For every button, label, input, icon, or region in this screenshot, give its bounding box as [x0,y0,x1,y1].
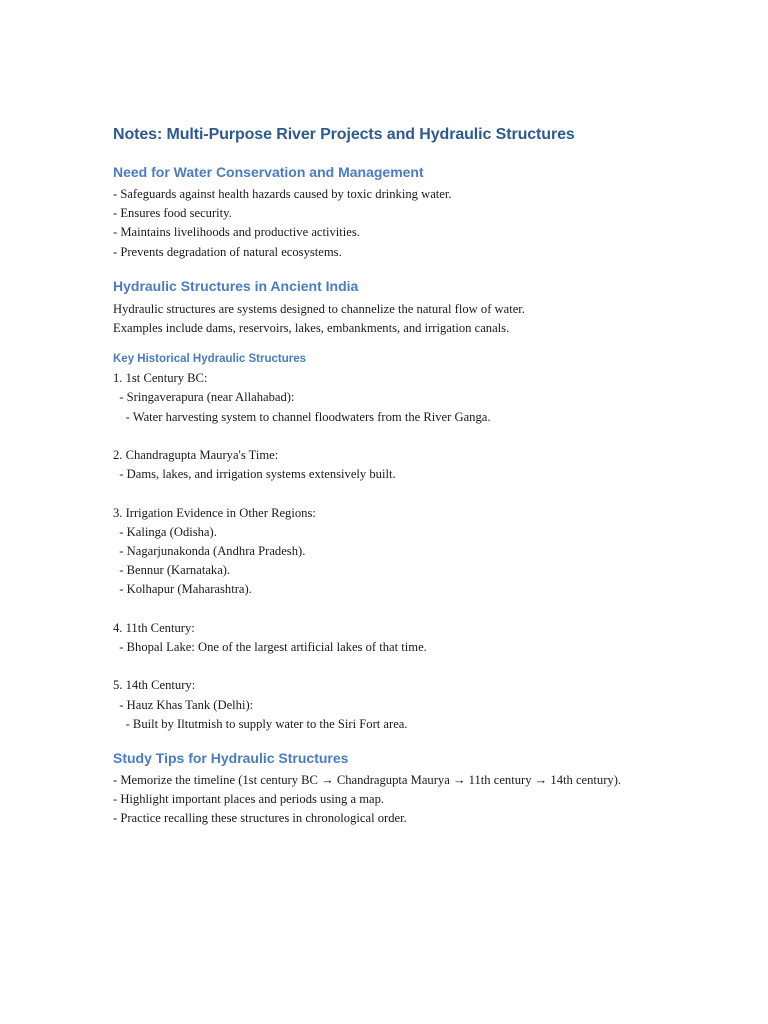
entry-heading: 4. 11th Century: [113,620,195,635]
entry-line: - Water harvesting system to channel floodwaters from the River Ganga. [113,409,491,424]
entry-heading: 3. Irrigation Evidence in Other Regions: [113,505,316,520]
section-heading-need: Need for Water Conservation and Management [113,164,424,180]
ancient-intro [113,300,653,338]
section-heading-tips: Study Tips for Hydraulic Structures [113,750,349,767]
need-item: - Ensures food security. [113,206,232,221]
spacer [113,427,653,446]
entry-line: - Hauz Khas Tank (Delhi): [113,697,254,712]
subheading-key-structures: Key Historical Hydraulic Structures [113,353,307,366]
entry-line: - Dams, lakes, and irrigation systems extensively built. [113,467,396,482]
spacer [113,484,653,503]
need-item: - Maintains livelihoods and productive activities. [113,225,360,240]
entry-heading: 2. Chandragupta Maurya's Time: [113,448,279,463]
entry-line: - Bennur (Karnataka). [113,563,231,578]
tip-item: - Practice recalling these structures in chronological order. [113,811,407,826]
spacer [113,600,653,619]
intro-line: Hydraulic structures are systems designed to channelize the natural flow of water. [113,301,525,316]
entry-line: - Built by Iltutmish to supply water to the Siri Fort area. [113,716,408,731]
historical-list [113,369,653,734]
spacer [113,657,653,676]
need-list [113,185,653,262]
document-page [113,124,653,829]
need-item: - Prevents degradation of natural ecosystems. [113,244,342,259]
tips-list [113,771,653,829]
entry-line: - Sringaverapura (near Allahabad): [113,390,295,405]
entry-heading: 1. 1st Century BC: [113,371,208,386]
need-item: - Safeguards against health hazards caused by toxic drinking water. [113,187,452,201]
entry-line: - Nagarjunakonda (Andhra Pradesh). [113,544,306,559]
tip-item: - Memorize the timeline (1st century BC → Chandragupta Maurya → 11th century → 14th century). [113,773,622,788]
entry-line: - Bhopal Lake: One of the largest artificial lakes of that time. [113,640,427,655]
document-title: Notes: Multi-Purpose River Projects and Hydraulic Structures [113,126,575,143]
entry-line: - Kalinga (Odisha). [113,524,217,539]
entry-heading: 5. 14th Century: [113,678,196,693]
entry-line: - Kolhapur (Maharashtra). [113,582,252,597]
intro-line: Examples include dams, reservoirs, lakes, embankments, and irrigation canals. [113,321,510,336]
section-heading-ancient: Hydraulic Structures in Ancient India [113,277,359,294]
tip-item: - Highlight important places and periods using a map. [113,792,385,807]
